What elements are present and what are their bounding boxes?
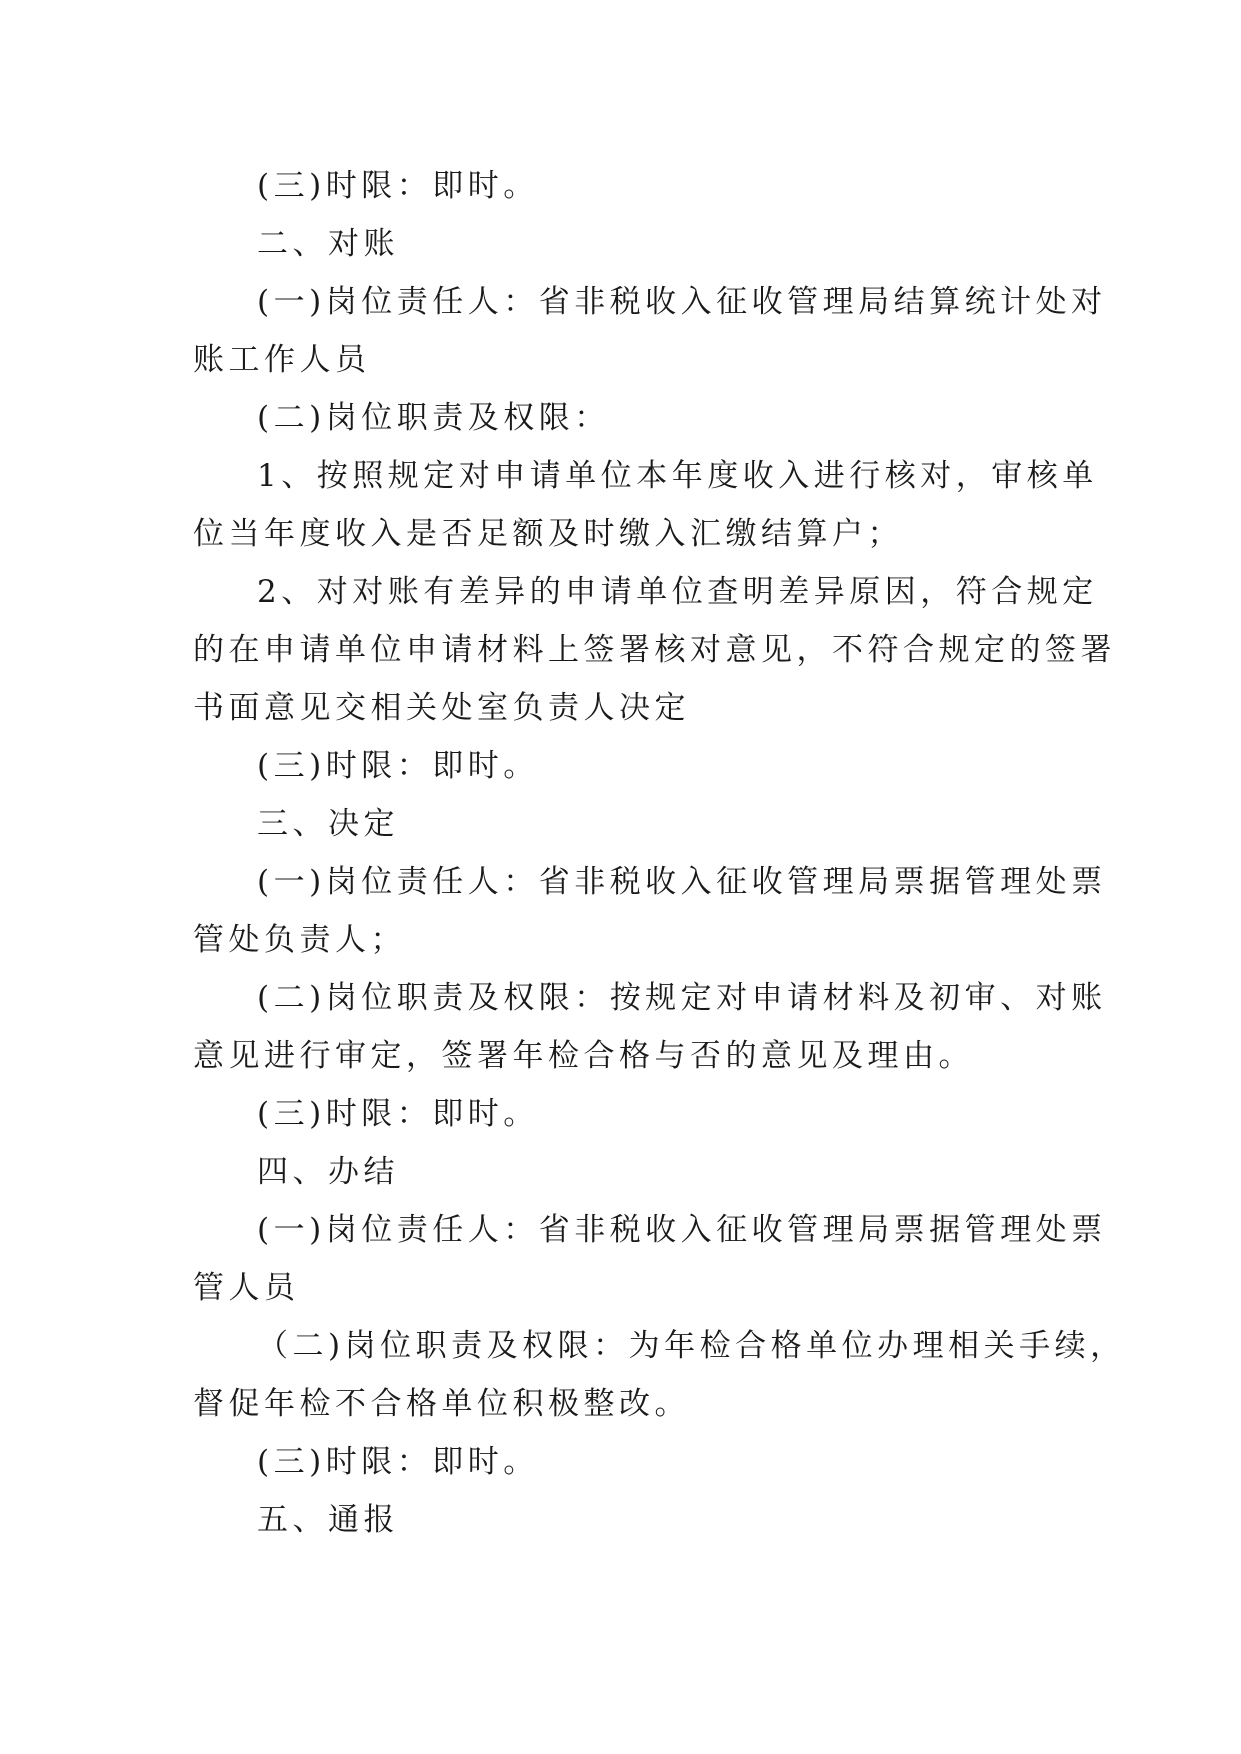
duty-item-2-cont: 书面意见交相关处室负责人决定 xyxy=(193,690,690,726)
time-limit-line: (三)时限：即时。 xyxy=(257,1096,539,1132)
responsible-person-line: (一)岗位责任人：省非税收入征收管理局票据管理处票 xyxy=(257,1212,1107,1248)
section-heading-decision: 三、决定 xyxy=(257,806,399,842)
duties-line: (二)岗位职责及权限：按规定对申请材料及初审、对账 xyxy=(257,980,1107,1016)
responsible-person-line-cont: 管人员 xyxy=(193,1270,300,1306)
time-limit-line: (三)时限：即时。 xyxy=(257,1444,539,1480)
section-heading-completion: 四、办结 xyxy=(257,1154,399,1190)
duty-item-2-cont: 的在申请单位申请材料上签署核对意见，不符合规定的签署 xyxy=(193,632,1116,668)
responsible-person-line-cont: 账工作人员 xyxy=(193,342,371,378)
duties-heading: (二)岗位职责及权限： xyxy=(257,400,610,436)
duties-line: （二)岗位职责及权限：为年检合格单位办理相关手续， xyxy=(257,1328,1126,1364)
time-limit-line: (三)时限：即时。 xyxy=(257,748,539,784)
duty-item-1-cont: 位当年度收入是否足额及时缴入汇缴结算户； xyxy=(193,516,903,552)
responsible-person-line-cont: 管处负责人； xyxy=(193,922,406,958)
document-body xyxy=(193,157,1126,1549)
duty-item-2: 2、对对账有差异的申请单位查明差异原因，符合规定 xyxy=(257,574,1098,610)
duties-line-cont: 意见进行审定，签署年检合格与否的意见及理由。 xyxy=(193,1038,974,1074)
responsible-person-line: (一)岗位责任人：省非税收入征收管理局结算统计处对 xyxy=(257,284,1107,320)
responsible-person-line: (一)岗位责任人：省非税收入征收管理局票据管理处票 xyxy=(257,864,1107,900)
duty-item-1: 1、按照规定对申请单位本年度收入进行核对，审核单 xyxy=(257,458,1098,494)
section-heading-reconciliation: 二、对账 xyxy=(257,226,399,262)
duties-line-cont: 督促年检不合格单位积极整改。 xyxy=(193,1386,690,1422)
section-heading-notification: 五、通报 xyxy=(257,1502,399,1538)
time-limit-line: (三)时限：即时。 xyxy=(257,168,539,204)
